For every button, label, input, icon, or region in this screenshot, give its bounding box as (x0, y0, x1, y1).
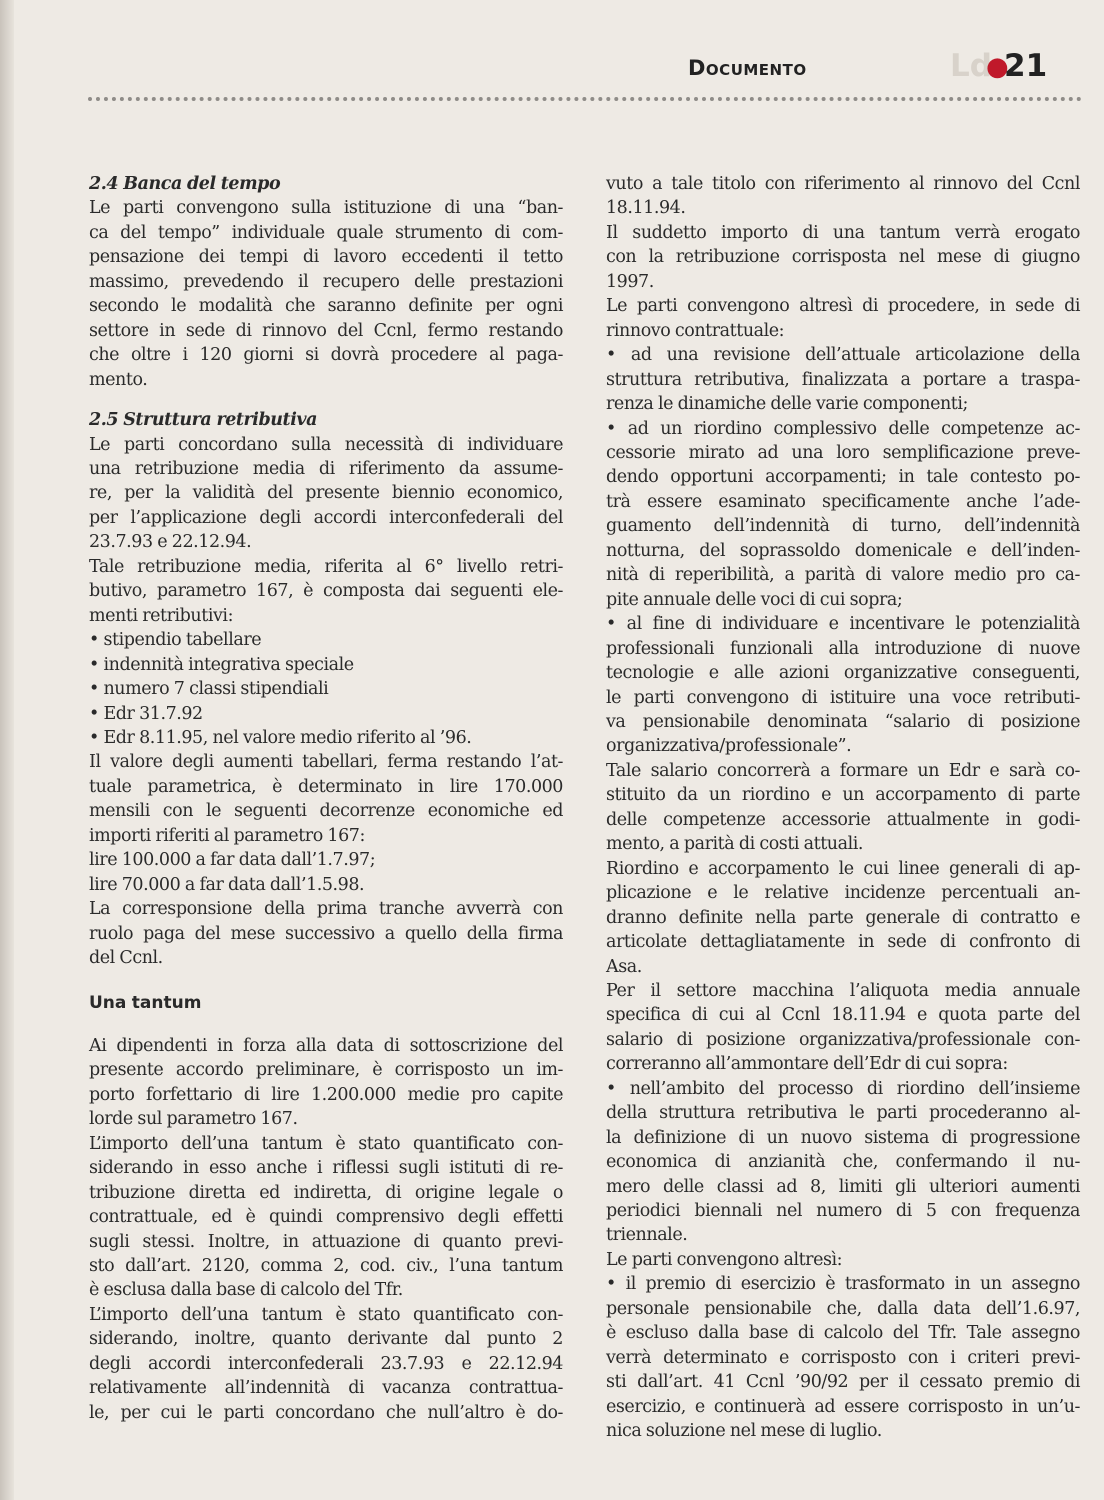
magazine-logo: Ld (950, 48, 992, 84)
text-line: mento, a parità di costi attuali. (606, 834, 864, 855)
left-column (89, 172, 563, 1425)
text-line: • il premio di esercizio è trasformato in un assegno (606, 1274, 1080, 1295)
page-number: 21 (1004, 48, 1048, 84)
text-line: stituito da un riordino e un accorpamento di parte (606, 785, 1080, 806)
text-line: pite annuale delle voci di cui sopra; (606, 589, 903, 610)
text-line: 23.7.93 e 22.12.94. (89, 532, 252, 553)
text-line: le, per cui le parti concordano che null’altro è do- (89, 1402, 563, 1423)
text-line: lire 70.000 a far data dall’1.5.98. (89, 874, 365, 895)
text-line: nica soluzione nel mese di luglio. (606, 1421, 882, 1442)
text-line: • ad una revisione dell’attuale articolazione della (606, 345, 1080, 366)
paragraph-gap (89, 971, 563, 987)
text-line: porto forfettario di lire 1.200.000 medie pro capite (89, 1084, 563, 1105)
text-line: specifica di cui al Ccnl 18.11.94 e quota parte del (606, 1005, 1080, 1026)
text-line: del Ccnl. (89, 948, 163, 969)
text-line: importi riferiti al parametro 167: (89, 825, 365, 846)
text-line: organizzativa/professionale”. (606, 736, 852, 757)
text-line: va pensionabile denominata “salario di posizione (606, 711, 1080, 732)
text-line: • Edr 31.7.92 (89, 703, 203, 724)
text-line: Il valore degli aumenti tabellari, ferma restando l’at- (89, 752, 563, 773)
header-dotted-rule (88, 97, 1082, 101)
text-line: • Edr 8.11.95, nel valore medio riferito al ’96. (89, 727, 472, 748)
text-line: sti dall’art. 41 Ccnl ’90/92 per il cessato premio di (606, 1372, 1080, 1393)
text-line: ca del tempo” individuale quale strumento di com- (89, 222, 563, 243)
text-line: personale pensionabile che, dalla data dell’1.6.97, (606, 1298, 1080, 1319)
text-line: struttura retributiva, finalizzata a portare a traspa- (606, 369, 1080, 390)
text-line: economica di anzianità che, confermando il nu- (606, 1152, 1080, 1173)
text-line: mero delle classi ad 8, limiti gli ulteriori aumenti (606, 1176, 1080, 1197)
text-line: • numero 7 classi stipendiali (89, 679, 329, 700)
text-line: articolate dettagliatamente in sede di confronto di (606, 932, 1080, 953)
text-line: • indennità integrativa speciale (89, 654, 354, 675)
text-line: renza le dinamiche delle varie componenti; (606, 394, 968, 415)
text-line: secondo le modalità che saranno definite per ogni (89, 296, 563, 317)
text-line: Riordino e accorpamento le cui linee generali di ap- (606, 858, 1080, 879)
text-line: rinnovo contrattuale: (606, 320, 785, 341)
text-line: relativamente all’indennità di vacanza contrattua- (89, 1378, 563, 1399)
text-line: correranno all’ammontare dell’Edr di cui sopra: (606, 1054, 1008, 1075)
text-line: esercizio, e continuerà ad essere corrisposto in un’u- (606, 1396, 1080, 1417)
text-line: tecnologie e alle azioni organizzative conseguenti, (606, 663, 1080, 684)
text-line: settore in sede di rinnovo del Ccnl, fermo restando (89, 320, 563, 341)
text-line: della struttura retributiva le parti procederanno al- (606, 1103, 1080, 1124)
text-line: notturna, del soprassoldo domenicale e dell’inden- (606, 540, 1080, 561)
text-line: Per il settore macchina l’aliquota media annuale (606, 980, 1080, 1001)
section-name: Documento (688, 56, 807, 80)
text-line: dranno definite nella parte generale di contratto e (606, 907, 1080, 928)
text-line: plicazione e le relative incidenze percentuali an- (606, 883, 1080, 904)
text-line: sto dall’art. 2120, comma 2, cod. civ., l’una tantum (89, 1256, 563, 1277)
text-line: con la retribuzione corrisposta nel mese di giugno (606, 247, 1080, 268)
text-line: ruolo paga del mese successivo a quello della firma (89, 923, 563, 944)
text-line: per l’applicazione degli accordi interconfederali del (89, 507, 563, 528)
text-line: professionali funzionali alla introduzione di nuove (606, 638, 1080, 659)
text-line: • ad un riordino complessivo delle competenze ac- (606, 418, 1080, 439)
text-line: delle competenze accessorie attualmente in godi- (606, 809, 1080, 830)
text-line: Le parti convengono sulla istituzione di una “ban- (89, 198, 563, 219)
text-line: 1997. (606, 271, 654, 292)
section-title: 2.4 Banca del tempo (89, 174, 281, 194)
text-line: salario di posizione organizzativa/professionale con- (606, 1029, 1080, 1050)
text-line: nità di reperibilità, a parità di valore medio pro ca- (606, 565, 1080, 586)
text-line: Le parti convengono altresì: (606, 1249, 843, 1270)
text-line: lorde sul parametro 167. (89, 1109, 298, 1130)
section-heading: Una tantum (89, 992, 202, 1013)
text-line: 18.11.94. (606, 198, 686, 219)
text-line: che oltre i 120 giorni si dovrà procedere al paga- (89, 345, 563, 366)
text-line: presente accordo preliminare, è corrisposto un im- (89, 1060, 563, 1081)
text-line: Tale salario concorrerà a formare un Edr e sarà co- (606, 760, 1080, 781)
text-line: è esclusa dalla base di calcolo del Tfr. (89, 1280, 403, 1301)
text-line: Le parti convengono altresì di procedere, in sede di (606, 296, 1080, 317)
text-line: re, per la validità del presente biennio economico, (89, 483, 563, 504)
text-line: • al fine di individuare e incentivare le potenzialità (606, 614, 1080, 635)
text-line: Asa. (606, 956, 642, 977)
text-line: La corresponsione della prima tranche avverrà con (89, 899, 563, 920)
text-line: una retribuzione media di riferimento da assume- (89, 458, 563, 479)
text-line: butivo, parametro 167, è composta dai seguenti ele- (89, 581, 563, 602)
text-line: massimo, prevedendo il recupero delle prestazioni (89, 271, 563, 292)
text-line: degli accordi interconfederali 23.7.93 e 22.12.94 (89, 1353, 563, 1374)
text-line: • nell’ambito del processo di riordino dell’insieme (606, 1078, 1080, 1099)
paragraph-gap (89, 392, 563, 408)
text-line: Il suddetto importo di una tantum verrà erogato (606, 222, 1080, 243)
text-line: Tale retribuzione media, riferita al 6° livello retri- (89, 556, 563, 577)
text-line: dendo opportuni accorpamenti; in tale contesto po- (606, 467, 1080, 488)
page-header (686, 48, 1086, 88)
text-line: pensazione dei tempi di lavoro eccedenti il tetto (89, 247, 563, 268)
right-column (606, 172, 1080, 1444)
text-line: Le parti concordano sulla necessità di individuare (89, 434, 563, 455)
text-line: L’importo dell’una tantum è stato quantificato con- (89, 1133, 563, 1154)
text-line: le parti convengono di istituire una voce retributi- (606, 687, 1080, 708)
text-line: siderando, inoltre, quanto derivante dal punto 2 (89, 1329, 563, 1350)
text-line: triennale. (606, 1225, 688, 1246)
text-line: guamento dell’indennità di turno, dell’indennità (606, 516, 1080, 537)
text-line: tribuzione diretta ed indiretta, di origine legale o (89, 1182, 563, 1203)
text-line: vuto a tale titolo con riferimento al rinnovo del Ccnl (606, 174, 1080, 194)
text-line: menti retributivi: (89, 605, 234, 626)
red-dot-icon: ● (986, 52, 1009, 82)
text-line: siderando in esso anche i riflessi sugli istituti di re- (89, 1158, 563, 1179)
text-line: tuale parametrica, è determinato in lire 170.000 (89, 776, 563, 797)
text-line: mensili con le seguenti decorrenze economiche ed (89, 801, 563, 822)
text-line: trà essere esaminato specificamente anche l’ade- (606, 491, 1080, 512)
text-line: mento. (89, 369, 148, 390)
section-title: 2.5 Struttura retributiva (89, 410, 317, 431)
text-line: • stipendio tabellare (89, 630, 262, 651)
text-line: contrattuale, ed è quindi comprensivo degli effetti (89, 1207, 563, 1228)
text-line: periodici biennali nel numero di 5 con frequenza (606, 1201, 1080, 1222)
text-line: cessorie mirato ad una loro semplificazione preve- (606, 442, 1080, 463)
text-line: è escluso dalla base di calcolo del Tfr. Tale assegno (606, 1323, 1080, 1344)
text-line: la definizione di un nuovo sistema di progressione (606, 1127, 1080, 1148)
text-line: sugli stessi. Inoltre, in attuazione di quanto previ- (89, 1231, 563, 1252)
text-line: L’importo dell’una tantum è stato quantificato con- (89, 1304, 563, 1325)
text-line: lire 100.000 a far data dall’1.7.97; (89, 850, 376, 871)
text-line: verrà determinato e corrisposto con i criteri previ- (606, 1347, 1080, 1368)
text-line: Ai dipendenti in forza alla data di sottoscrizione del (89, 1035, 563, 1056)
page-binding-edge (0, 0, 14, 1500)
